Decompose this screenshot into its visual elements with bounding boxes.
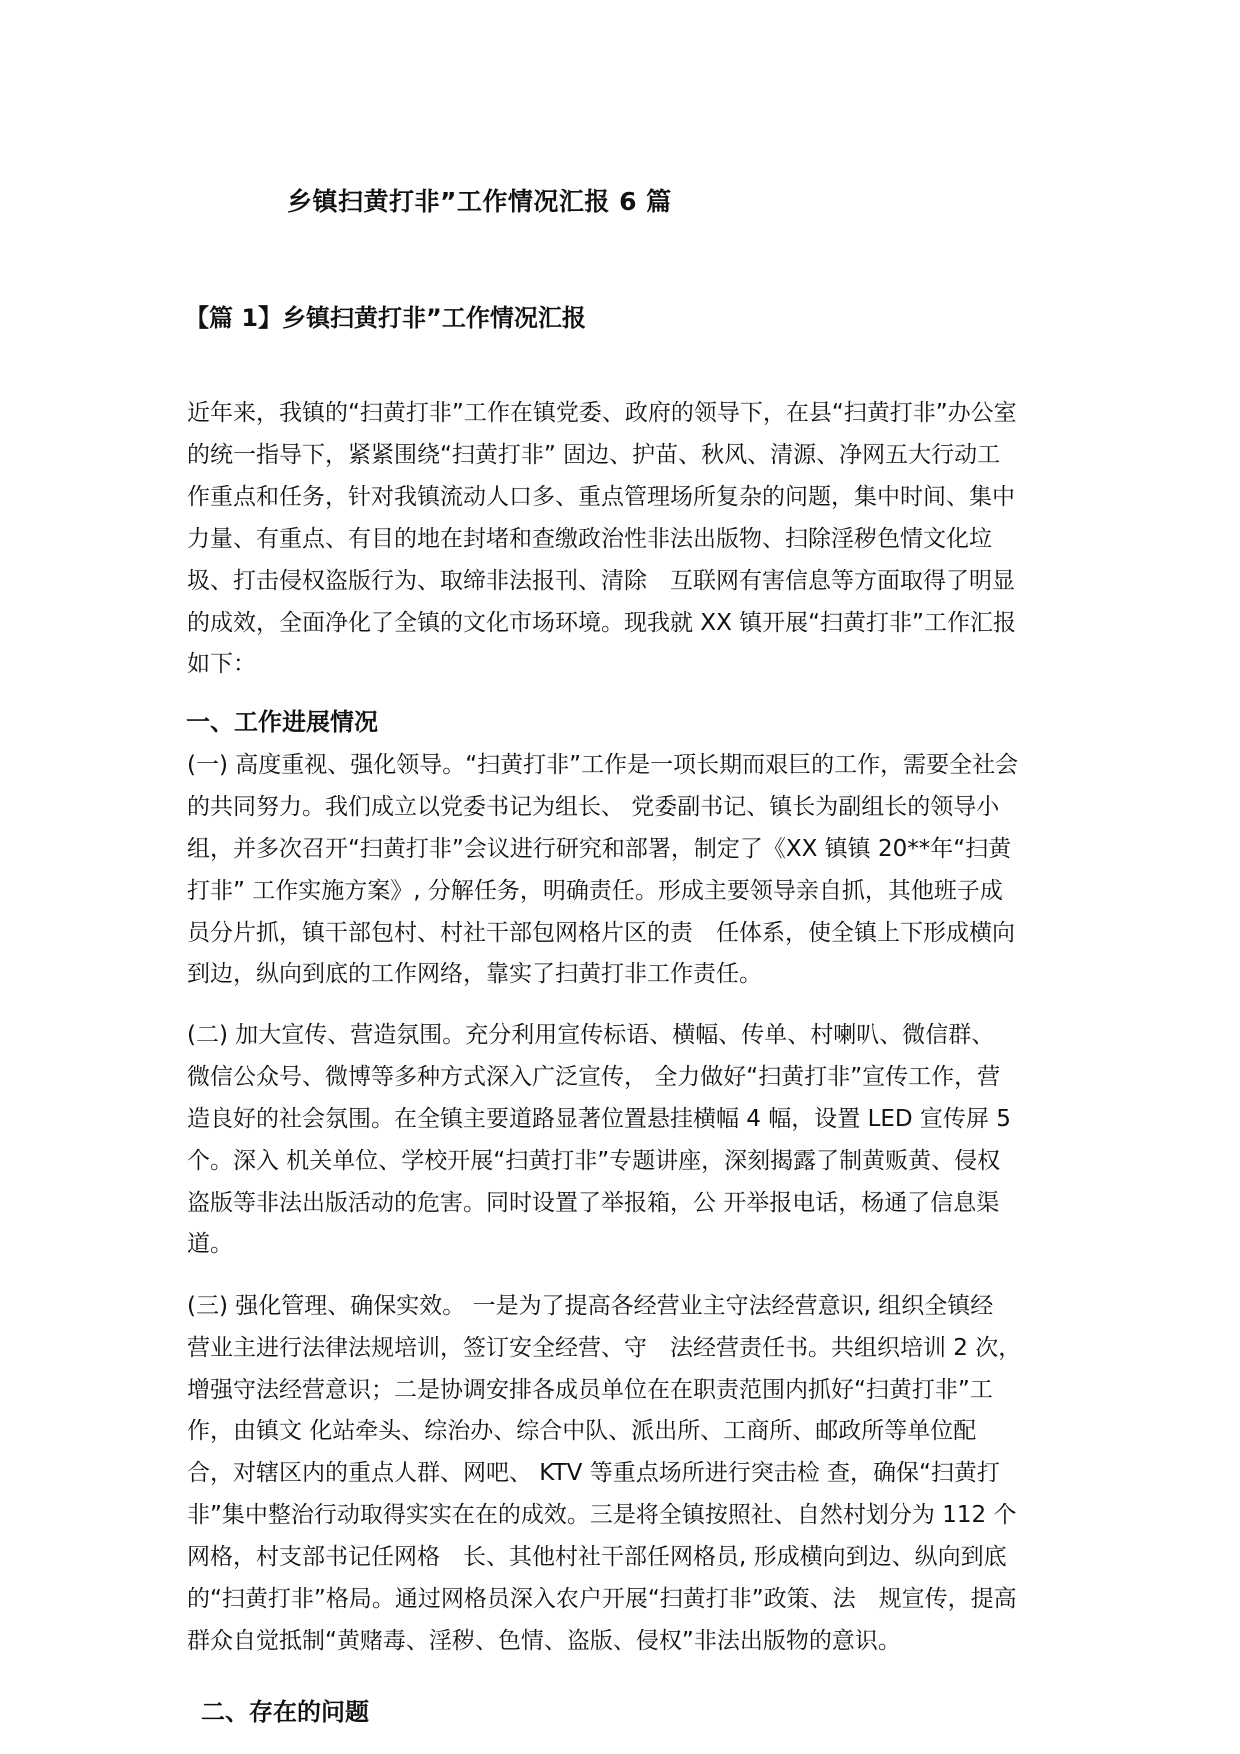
paragraph-line: 打非” 工作实施方案》, 分解任务，明确责任。形成主要领导亲自抓，其他班子成 <box>187 878 1003 904</box>
paragraph-line: 合，对辖区内的重点人群、网吧、 KTV 等重点场所进行突击检 查，确保“扫黄打 <box>187 1460 1000 1486</box>
document-title: 乡镇扫黄打非”工作情况汇报 6 篇 <box>287 187 672 216</box>
section-heading-progress: 一、工作进展情况 <box>186 708 378 736</box>
paragraph-line: 员分片抓，镇干部包村、村社干部包网格片区的责 任体系，使全镇上下形成横向 <box>187 920 1015 946</box>
paragraph-line: 组，并多次召开“扫黄打非”会议进行研究和部署，制定了《XX 镇镇 20**年“扫黄 <box>187 836 1012 862</box>
paragraph-line: 增强守法经营意识；二是协调安排各成员单位在在职责范围内抓好“扫黄打非”工 <box>187 1377 993 1403</box>
paragraph-line: 微信公众号、微博等多种方式深入广泛宣传， 全力做好“扫黄打非”宣传工作，营 <box>187 1064 1001 1090</box>
intro-line: 如下： <box>187 651 256 677</box>
paragraph-line: 营业主进行法律法规培训，签订安全经营、守 法经营责任书。共组织培训 2 次， <box>187 1335 1022 1361</box>
paragraph-line: (三) 强化管理、确保实效。 一是为了提高各经营业主守法经营意识, 组织全镇经 <box>187 1293 994 1319</box>
paragraph-line: 个。深入 机关单位、学校开展“扫黄打非”专题讲座，深刻揭露了制黄贩黄、侵权 <box>187 1148 1001 1174</box>
paragraph-line: 网格，村支部书记任网格 长、其他村社干部任网格员, 形成横向到边、纵向到底 <box>187 1544 1007 1570</box>
paragraph-line: 作，由镇文 化站牵头、综治办、综合中队、派出所、工商所、邮政所等单位配 <box>187 1418 977 1444</box>
intro-line: 的成效，全面净化了全镇的文化市场环境。现我就 XX 镇开展“扫黄打非”工作汇报 <box>187 610 1016 636</box>
intro-line: 圾、打击侵权盗版行为、取缔非法报刊、清除 互联网有害信息等方面取得了明显 <box>187 568 1015 594</box>
paragraph-line: 到边，纵向到底的工作网络，靠实了扫黄打非工作责任。 <box>187 961 762 987</box>
paragraph-line: 非”集中整治行动取得实实在在的成效。三是将全镇按照社、自然村划分为 112 个 <box>187 1502 1017 1528</box>
paragraph-line: 的共同努力。我们成立以党委书记为组长、 党委副书记、镇长为副组长的领导小 <box>187 794 1000 820</box>
section-heading-problems: 二、存在的问题 <box>201 1698 369 1726</box>
intro-line: 近年来，我镇的“扫黄打非”工作在镇党委、政府的领导下，在县“扫黄打非”办公室 <box>187 400 1017 426</box>
paragraph-line: (二) 加大宣传、营造氛围。充分利用宣传标语、横幅、传单、村喇叭、微信群、 <box>187 1022 995 1048</box>
paragraph-line: 群众自觉抵制“黄赌毒、淫秽、色情、盗版、侵权”非法出版物的意识。 <box>187 1628 901 1654</box>
intro-line: 作重点和任务，针对我镇流动人口多、重点管理场所复杂的问题，集中时间、集中 <box>187 484 1015 510</box>
chapter-heading: 【篇 1】乡镇扫黄打非”工作情况汇报 <box>185 304 586 332</box>
paragraph-line: 造良好的社会氛围。在全镇主要道路显著位置悬挂横幅 4 幅，设置 LED 宣传屏 5 <box>187 1106 1011 1132</box>
intro-line: 的统一指导下，紧紧围绕“扫黄打非” 固边、护苗、秋风、清源、净网五大行动工 <box>187 442 1001 468</box>
paragraph-line: 的“扫黄打非”格局。通过网格员深入农户开展“扫黄打非”政策、法 规宣传，提高 <box>187 1586 1017 1612</box>
paragraph-line: (一) 高度重视、强化领导。“扫黄打非”工作是一项长期而艰巨的工作，需要全社会 <box>187 752 1019 778</box>
paragraph-line: 道。 <box>187 1231 233 1257</box>
intro-line: 力量、有重点、有目的地在封堵和查缴政治性非法出版物、扫除淫秽色情文化垃 <box>187 526 992 552</box>
paragraph-line: 盗版等非法出版活动的危害。同时设置了举报箱，公 开举报电话，杨通了信息渠 <box>187 1190 1000 1216</box>
